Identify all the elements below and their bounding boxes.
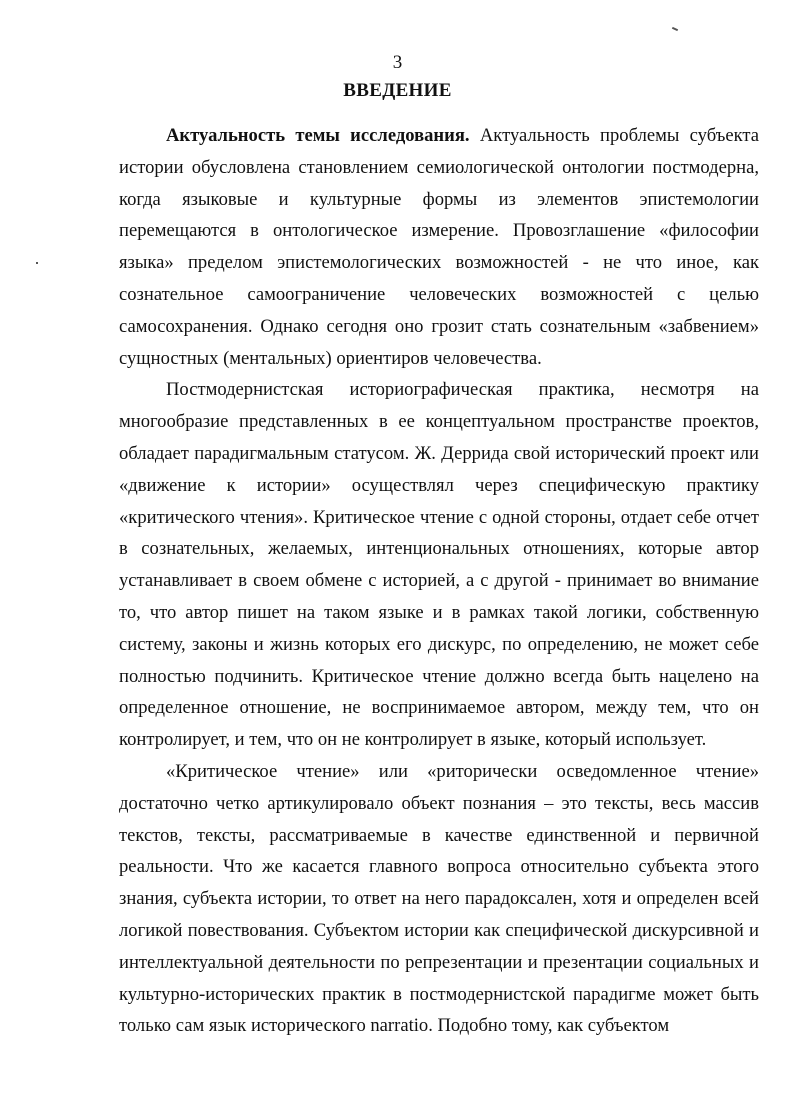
scan-speck (672, 27, 678, 31)
paragraph-postmodern-practice (119, 374, 759, 756)
section-heading: ВВЕДЕНИЕ (343, 80, 452, 101)
scan-speck (36, 262, 38, 264)
paragraph-lead: Актуальность темы исследования. (166, 125, 470, 146)
paragraph-text: «Критическое чтение» или «риторически осведомленное чтение» достаточно четко артикулировало объект познания – это тексты, весь массив текстов, тексты, рассматриваемые в качестве единственной и первичной реальности. Что же касается главного вопроса относительно субъекта этого знания, субъекта истории, то ответ на него парадоксален, хотя и определен всей логикой повествования. Субъектом истории как специфической дискурсивной и интеллектуальной деятельности по репрезентации и презентации социальных и культурно-исторических практик в постмодернистской парадигме может быть только сам язык исторического narratio. Подобно тому, как субъектом (119, 760, 759, 1037)
paragraph-text: Актуальность проблемы субъекта истории обусловлена становлением семиологической онтологии постмодерна, когда языковые и культурные формы из элементов эпистемологии перемещаются в онтологическое измерение. Провозглашение «философии языка» пределом эпистемологических возможностей - не что иное, как сознательное самоограничение человеческих возможностей с целью самосохранения. Однако сегодня оно грозит стать сознательным «забвением» сущностных (ментальных) ориентиров человечества. (119, 125, 759, 369)
body-text (119, 120, 759, 1042)
page-number: 3 (392, 52, 403, 73)
paragraph-text: Постмодернистская историографическая практика, несмотря на многообразие представленных в ее концептуальном пространстве проектов, обладает парадигмальным статусом. Ж. Деррида свой исторический проект или «движение к истории» осуществлял через специфическую практику «критического чтения». Критическое чтение с одной стороны, отдает себе отчет в сознательных, желаемых, интенциональных отношениях, которые автор устанавливает в своем обмене с историей, а с другой - принимает во внимание то, что автор пишет на таком языке и в рамках такой логики, собственную систему, законы и жизнь которых его дискурс, по определению, не может себе полностью подчинить. Критическое чтение должно всегда быть нацелено на определенное отношение, не воспринимаемое автором, между тем, что он контролирует, и тем, что он не контролирует в языке, который использует. (119, 379, 759, 751)
paragraph-critical-reading (119, 756, 759, 1042)
paragraph-relevance (119, 120, 759, 374)
